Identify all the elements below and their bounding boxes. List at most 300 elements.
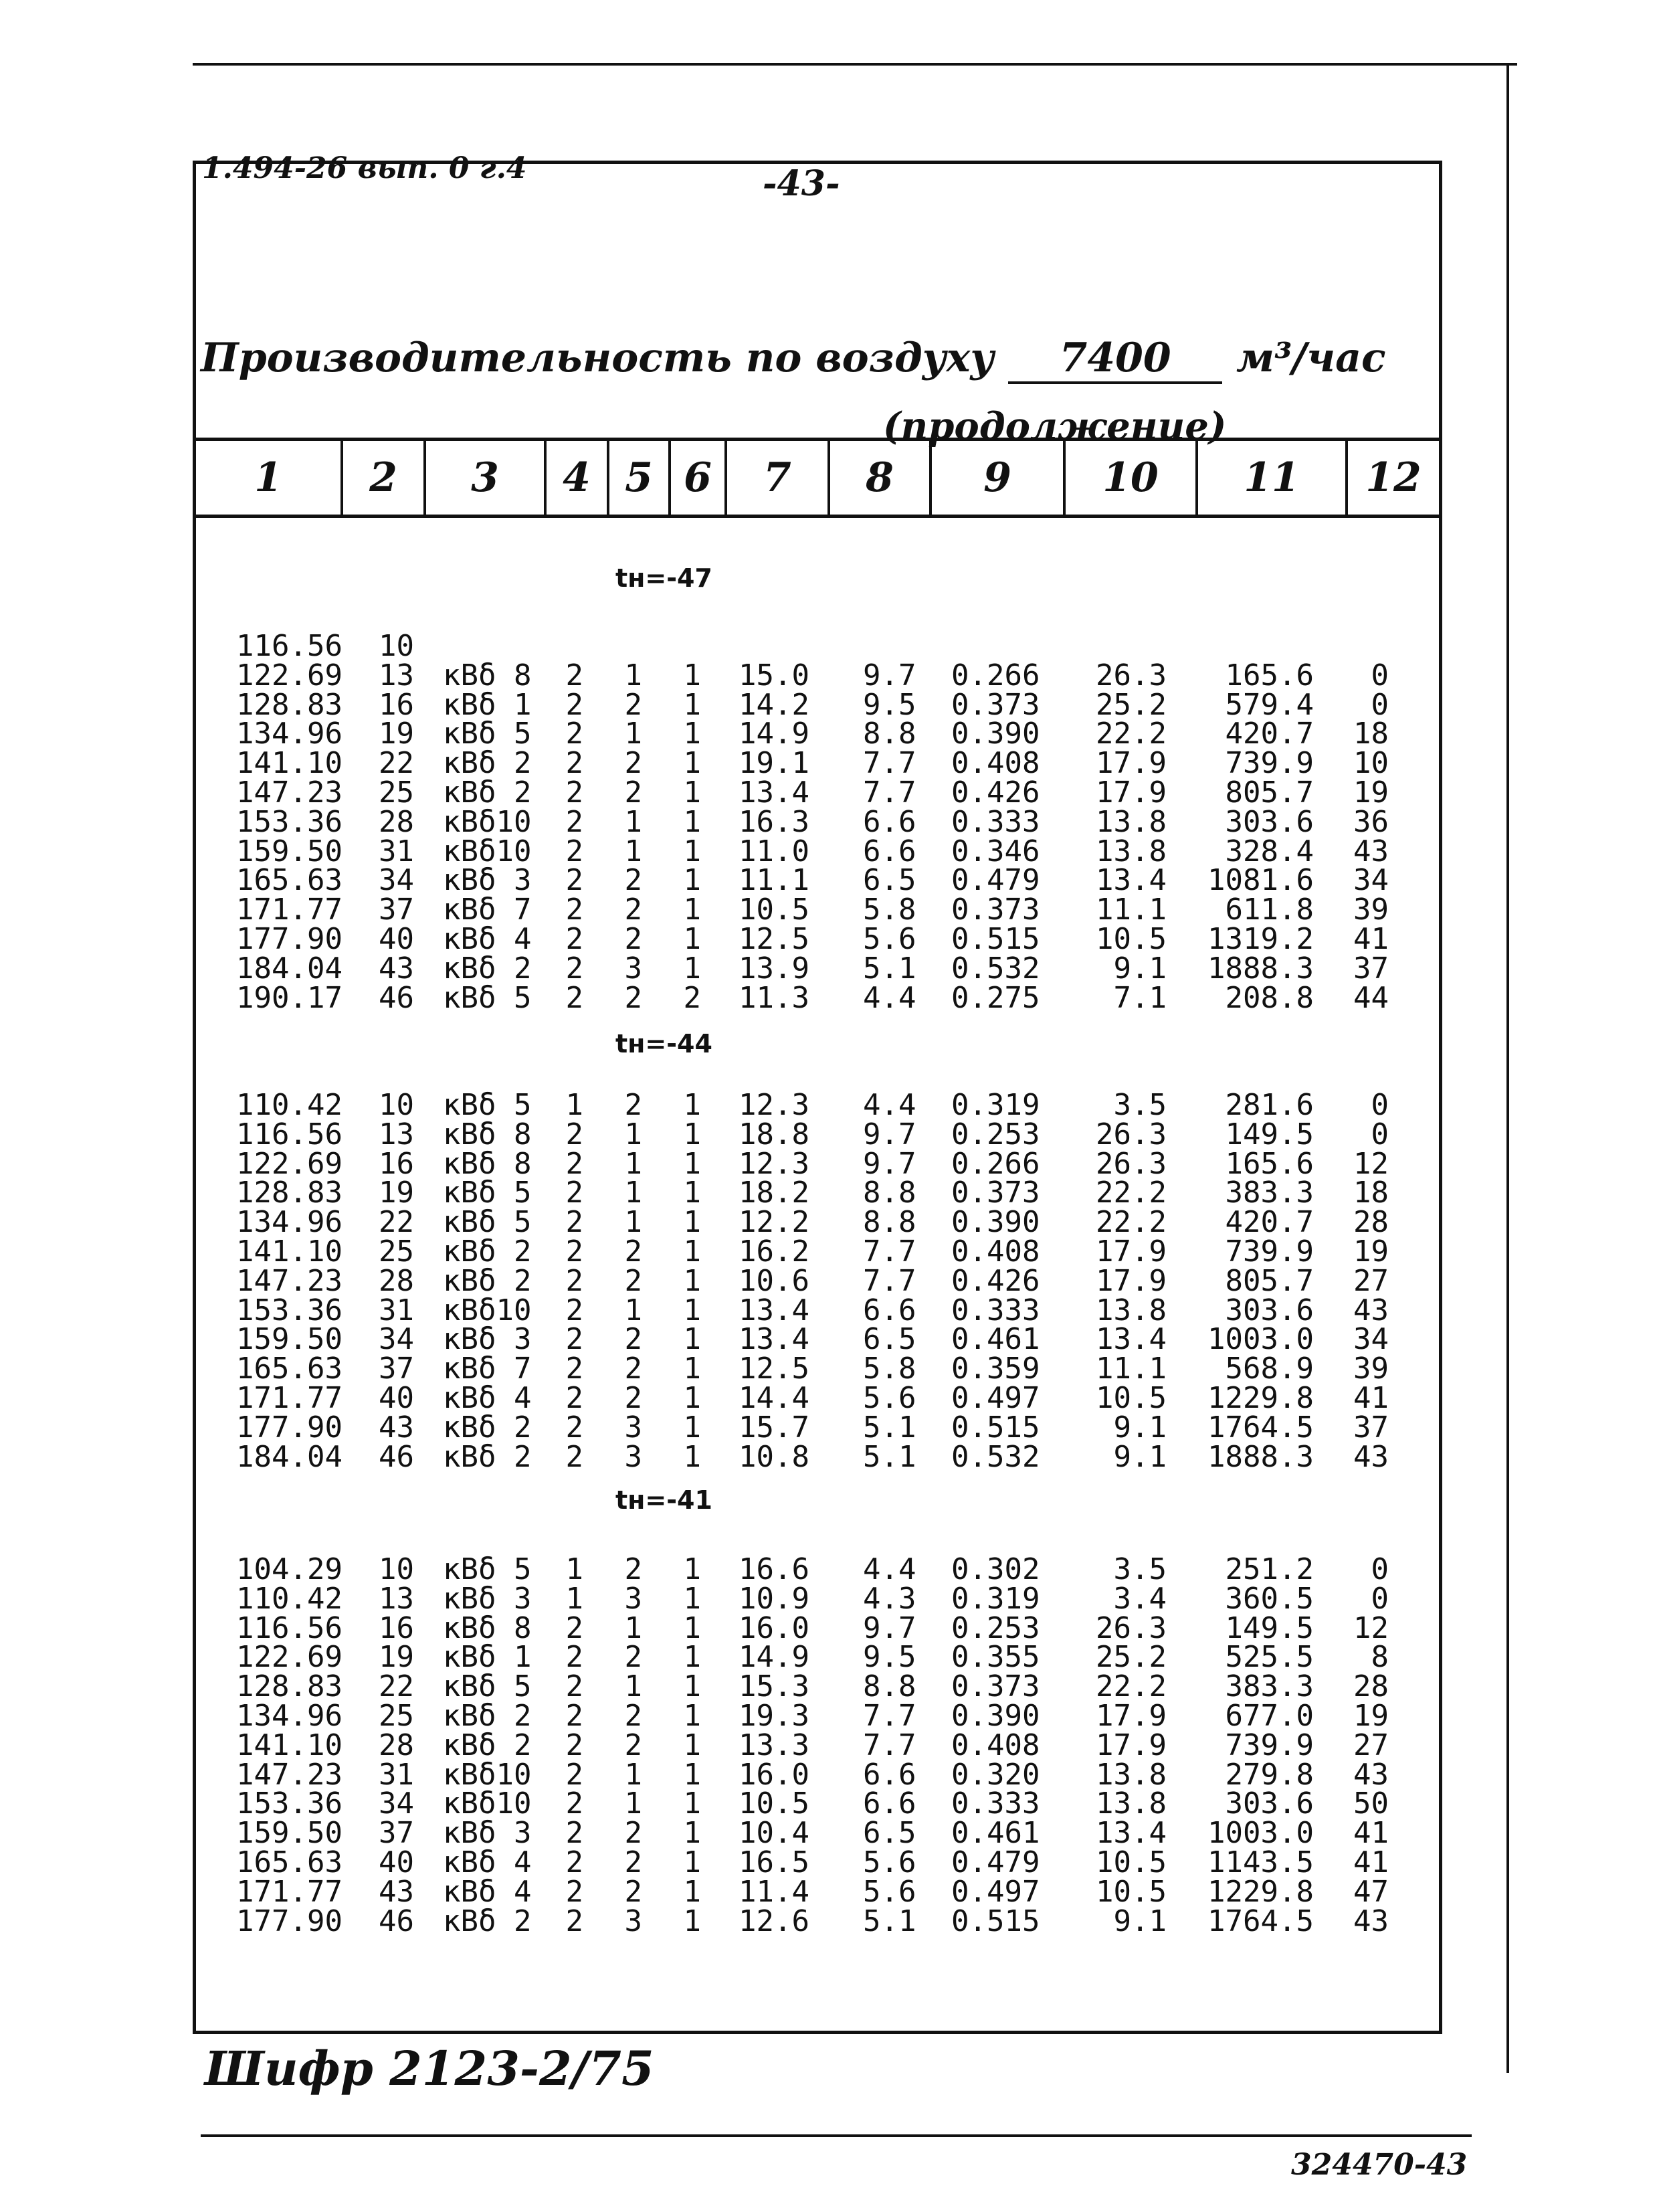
table-cell-col-5: 2: [624, 1381, 642, 1415]
table-cell-col-6: 1: [683, 1205, 701, 1240]
table-cell-col-3: кВδ 2: [443, 1904, 532, 1938]
table-cell-col-5: 1: [624, 1293, 642, 1327]
table-cell-col-9: 0.333: [951, 1786, 1040, 1821]
table-cell-col-1: 116.56: [236, 1117, 343, 1151]
table-cell-col-8: 5.8: [863, 1352, 916, 1386]
table-cell-col-8: 5.6: [863, 1874, 916, 1909]
table-cell-col-9: 0.461: [951, 1816, 1040, 1851]
table-cell-col-5: 2: [624, 775, 642, 810]
table-cell-col-2: 10: [379, 629, 414, 663]
table-cell-col-9: 0.319: [951, 1088, 1040, 1122]
table-cell-col-6: 1: [683, 775, 701, 810]
table-cell-col-4: 2: [565, 775, 583, 810]
table-cell-col-2: 25: [379, 775, 414, 810]
table-cell-col-11: 303.6: [1225, 1293, 1314, 1327]
table-cell-col-3: кВδ 5: [443, 1552, 532, 1586]
table-cell-col-4: 1: [565, 1088, 583, 1122]
table-cell-col-12: 39: [1353, 1352, 1389, 1386]
table-row: [0, 980, 1659, 1015]
table-cell-col-9: 0.302: [951, 1552, 1040, 1586]
table-cell-col-4: 2: [565, 834, 583, 868]
table-cell-col-6: 1: [683, 1904, 701, 1938]
table-cell-col-10: 10.5: [1096, 922, 1167, 956]
table-cell-col-8: 9.5: [863, 687, 916, 722]
table-cell-col-1: 153.36: [236, 1293, 343, 1327]
table-cell-col-8: 6.6: [863, 1757, 916, 1792]
table-cell-col-7: 11.0: [739, 834, 809, 868]
table-cell-col-6: 1: [683, 1699, 701, 1733]
table-cell-col-2: 22: [379, 1205, 414, 1240]
table-cell-col-7: 10.8: [739, 1439, 809, 1474]
table-row: [0, 1263, 1659, 1298]
table-cell-col-1: 165.63: [236, 1845, 343, 1879]
table-cell-col-11: 208.8: [1225, 980, 1314, 1015]
table-cell-col-6: 1: [683, 1640, 701, 1675]
table-cell-col-10: 26.3: [1096, 658, 1167, 693]
table-cell-col-6: 1: [683, 1757, 701, 1792]
table-row: [0, 804, 1659, 839]
table-cell-col-5: 2: [624, 980, 642, 1015]
table-cell-col-10: 25.2: [1096, 1640, 1167, 1675]
table-cell-col-1: 147.23: [236, 1757, 343, 1792]
table-cell-col-10: 9.1: [1113, 951, 1167, 986]
table-cell-col-4: 2: [565, 1610, 583, 1645]
table-cell-col-12: 28: [1353, 1669, 1389, 1704]
table-row: [0, 1088, 1659, 1122]
table-row: [0, 922, 1659, 956]
table-cell-col-12: 19: [1353, 1699, 1389, 1733]
table-cell-col-10: 7.1: [1113, 980, 1167, 1015]
table-cell-col-11: 579.4: [1225, 687, 1314, 722]
table-cell-col-8: 8.8: [863, 717, 916, 751]
table-row: [0, 1322, 1659, 1357]
table-cell-col-2: 10: [379, 1088, 414, 1122]
table-cell-col-10: 3.4: [1113, 1581, 1167, 1616]
table-cell-col-6: 1: [683, 1263, 701, 1298]
table-cell-col-7: 10.9: [739, 1581, 809, 1616]
table-cell-col-3: кВδ 1: [443, 687, 532, 722]
table-cell-col-2: 40: [379, 1381, 414, 1415]
table-row: [0, 1439, 1659, 1474]
table-cell-col-3: кВδ 1: [443, 1640, 532, 1675]
table-cell-col-6: 1: [683, 1816, 701, 1851]
table-cell-col-8: 8.8: [863, 1669, 916, 1704]
table-cell-col-5: 1: [624, 1757, 642, 1792]
table-cell-col-12: 39: [1353, 893, 1389, 927]
table-cell-col-8: 8.8: [863, 1176, 916, 1210]
table-cell-col-11: 611.8: [1225, 893, 1314, 927]
table-cell-col-9: 0.479: [951, 1845, 1040, 1879]
table-cell-col-12: 34: [1353, 863, 1389, 898]
table-cell-col-3: кВδ 5: [443, 1205, 532, 1240]
table-cell-col-1: 110.42: [236, 1088, 343, 1122]
table-cell-col-10: 13.8: [1096, 1293, 1167, 1327]
table-cell-col-6: 1: [683, 1293, 701, 1327]
table-cell-col-8: 7.7: [863, 1263, 916, 1298]
table-cell-col-1: 159.50: [236, 1816, 343, 1851]
column-header-8: 8: [830, 441, 932, 515]
table-cell-col-8: 4.4: [863, 980, 916, 1015]
table-cell-col-7: 13.9: [739, 951, 809, 986]
table-cell-col-5: 1: [624, 717, 642, 751]
table-cell-col-5: 1: [624, 834, 642, 868]
table-cell-col-3: кВδ10: [443, 834, 532, 868]
table-cell-col-9: 0.426: [951, 775, 1040, 810]
table-cell-col-9: 0.320: [951, 1757, 1040, 1792]
table-cell-col-11: 360.5: [1225, 1581, 1314, 1616]
table-cell-col-2: 16: [379, 687, 414, 722]
table-cell-col-5: 2: [624, 893, 642, 927]
table-cell-col-1: 128.83: [236, 1669, 343, 1704]
table-cell-col-7: 18.2: [739, 1176, 809, 1210]
table-cell-col-12: 0: [1371, 1088, 1389, 1122]
table-cell-col-3: кВδ 2: [443, 775, 532, 810]
table-cell-col-3: кВδ 3: [443, 1322, 532, 1357]
section-title: tн=-47: [615, 563, 712, 593]
table-cell-col-5: 3: [624, 1439, 642, 1474]
table-row: [0, 746, 1659, 781]
table-cell-col-3: кВδ 5: [443, 980, 532, 1015]
table-cell-col-9: 0.319: [951, 1581, 1040, 1616]
table-cell-col-10: 9.1: [1113, 1439, 1167, 1474]
table-cell-col-10: 11.1: [1096, 893, 1167, 927]
table-cell-col-9: 0.532: [951, 1439, 1040, 1474]
table-cell-col-4: 2: [565, 1816, 583, 1851]
table-cell-col-8: 6.5: [863, 1816, 916, 1851]
table-cell-col-10: 13.4: [1096, 1322, 1167, 1357]
column-header-7: 7: [727, 441, 830, 515]
table-cell-col-12: 18: [1353, 1176, 1389, 1210]
table-cell-col-2: 31: [379, 1293, 414, 1327]
table-cell-col-11: 1003.0: [1207, 1816, 1314, 1851]
column-header-12: 12: [1365, 454, 1422, 501]
table-cell-col-4: 2: [565, 687, 583, 722]
table-cell-col-4: 2: [565, 1352, 583, 1386]
table-cell-col-6: 1: [683, 922, 701, 956]
table-cell-col-1: 190.17: [236, 980, 343, 1015]
table-cell-col-6: 1: [683, 834, 701, 868]
table-cell-col-9: 0.253: [951, 1610, 1040, 1645]
table-row: [0, 1640, 1659, 1675]
table-cell-col-10: 22.2: [1096, 1176, 1167, 1210]
table-cell-col-5: 2: [624, 687, 642, 722]
table-cell-col-3: кВδ 3: [443, 863, 532, 898]
table-cell-col-1: 171.77: [236, 1381, 343, 1415]
table-cell-col-1: 122.69: [236, 1146, 343, 1181]
table-cell-col-7: 16.5: [739, 1845, 809, 1879]
table-cell-col-7: 19.1: [739, 746, 809, 781]
table-cell-col-2: 31: [379, 834, 414, 868]
table-cell-col-1: 128.83: [236, 687, 343, 722]
table-cell-col-9: 0.515: [951, 1410, 1040, 1445]
table-cell-col-1: 165.63: [236, 1352, 343, 1386]
table-cell-col-2: 28: [379, 1263, 414, 1298]
table-cell-col-10: 3.5: [1113, 1088, 1167, 1122]
table-cell-col-6: 1: [683, 1439, 701, 1474]
table-row: [0, 1669, 1659, 1704]
table-row: [0, 1816, 1659, 1851]
table-cell-col-5: 2: [624, 863, 642, 898]
table-cell-col-5: 1: [624, 658, 642, 693]
column-header-2: 2: [343, 441, 426, 515]
table-cell-col-11: 805.7: [1225, 775, 1314, 810]
table-cell-col-12: 0: [1371, 1117, 1389, 1151]
table-cell-col-10: 26.3: [1096, 1610, 1167, 1645]
table-cell-col-10: 13.8: [1096, 1786, 1167, 1821]
table-cell-col-11: 568.9: [1225, 1352, 1314, 1386]
table-cell-col-4: 2: [565, 1410, 583, 1445]
table-cell-col-9: 0.497: [951, 1381, 1040, 1415]
table-cell-col-1: 159.50: [236, 1322, 343, 1357]
table-cell-col-9: 0.497: [951, 1874, 1040, 1909]
table-cell-col-6: 1: [683, 687, 701, 722]
table-cell-col-6: 1: [683, 893, 701, 927]
table-cell-col-11: 1888.3: [1207, 951, 1314, 986]
table-cell-col-11: 328.4: [1225, 834, 1314, 868]
table-row: [0, 1728, 1659, 1762]
inventory-stamp: 324470-43: [1291, 2148, 1468, 2182]
table-cell-col-5: 2: [624, 1263, 642, 1298]
table-cell-col-12: 0: [1371, 1581, 1389, 1616]
table-cell-col-8: 8.8: [863, 1205, 916, 1240]
table-cell-col-8: 5.1: [863, 1410, 916, 1445]
table-cell-col-4: 2: [565, 922, 583, 956]
table-row: [0, 1699, 1659, 1733]
table-cell-col-1: 104.29: [236, 1552, 343, 1586]
table-cell-col-8: 6.6: [863, 804, 916, 839]
table-cell-col-9: 0.253: [951, 1117, 1040, 1151]
table-cell-col-5: 3: [624, 1410, 642, 1445]
table-row: [0, 1410, 1659, 1445]
table-row: [0, 1581, 1659, 1616]
table-cell-col-2: 13: [379, 658, 414, 693]
table-cell-col-10: 17.9: [1096, 775, 1167, 810]
column-header-10: 10: [1066, 441, 1198, 515]
table-cell-col-3: кВδ 8: [443, 1610, 532, 1645]
table-cell-col-6: 1: [683, 1352, 701, 1386]
table-cell-col-11: 739.9: [1225, 1728, 1314, 1762]
table-row: [0, 1234, 1659, 1269]
table-cell-col-2: 28: [379, 804, 414, 839]
table-cell-col-7: 10.5: [739, 893, 809, 927]
table-cell-col-2: 37: [379, 1816, 414, 1851]
table-cell-col-9: 0.359: [951, 1352, 1040, 1386]
table-cell-col-12: 12: [1353, 1146, 1389, 1181]
table-cell-col-9: 0.373: [951, 1669, 1040, 1704]
document-reference: 1.494-26 вып. 0 г.4: [202, 151, 527, 185]
table-cell-col-8: 5.6: [863, 1845, 916, 1879]
table-cell-col-12: 36: [1353, 804, 1389, 839]
table-cell-col-7: 11.3: [739, 980, 809, 1015]
table-cell-col-11: 383.3: [1225, 1669, 1314, 1704]
table-cell-col-1: 134.96: [236, 1205, 343, 1240]
section-title: tн=-44: [615, 1029, 712, 1058]
table-cell-col-7: 18.8: [739, 1117, 809, 1151]
table-cell-col-3: кВδ 2: [443, 1728, 532, 1762]
table-cell-col-12: 0: [1371, 1552, 1389, 1586]
table-cell-col-2: 19: [379, 1640, 414, 1675]
table-cell-col-1: 177.90: [236, 1904, 343, 1938]
table-cell-col-12: 44: [1353, 980, 1389, 1015]
table-cell-col-8: 7.7: [863, 775, 916, 810]
table-cell-col-9: 0.390: [951, 717, 1040, 751]
table-cell-col-10: 22.2: [1096, 1205, 1167, 1240]
table-cell-col-8: 5.6: [863, 922, 916, 956]
table-cell-col-12: 41: [1353, 1845, 1389, 1879]
table-cell-col-11: 251.2: [1225, 1552, 1314, 1586]
table-cell-col-7: 14.4: [739, 1381, 809, 1415]
table-cell-col-9: 0.408: [951, 1728, 1040, 1762]
table-cell-col-9: 0.426: [951, 1263, 1040, 1298]
table-cell-col-7: 16.2: [739, 1234, 809, 1269]
table-cell-col-11: 149.5: [1225, 1610, 1314, 1645]
table-cell-col-8: 6.6: [863, 834, 916, 868]
table-cell-col-10: 26.3: [1096, 1146, 1167, 1181]
table-cell-col-12: 12: [1353, 1610, 1389, 1645]
table-cell-col-12: 27: [1353, 1728, 1389, 1762]
table-cell-col-4: 2: [565, 1322, 583, 1357]
table-cell-col-7: 11.4: [739, 1874, 809, 1909]
table-cell-col-1: 147.23: [236, 775, 343, 810]
table-cell-col-9: 0.373: [951, 687, 1040, 722]
table-row: [0, 1293, 1659, 1327]
table-cell-col-10: 9.1: [1113, 1410, 1167, 1445]
table-cell-col-6: 1: [683, 1088, 701, 1122]
table-cell-col-9: 0.373: [951, 1176, 1040, 1210]
table-cell-col-10: 10.5: [1096, 1845, 1167, 1879]
table-cell-col-1: 147.23: [236, 1263, 343, 1298]
table-cell-col-11: 1764.5: [1207, 1410, 1314, 1445]
table-cell-col-1: 171.77: [236, 1874, 343, 1909]
table-cell-col-5: 1: [624, 1146, 642, 1181]
table-cell-col-8: 9.7: [863, 1146, 916, 1181]
table-cell-col-4: 2: [565, 1640, 583, 1675]
table-cell-col-3: кВδ 4: [443, 1874, 532, 1909]
table-cell-col-4: 2: [565, 746, 583, 781]
table-cell-col-3: кВδ 3: [443, 1581, 532, 1616]
table-cell-col-2: 43: [379, 951, 414, 986]
table-cell-col-5: 2: [624, 1352, 642, 1386]
table-cell-col-1: 134.96: [236, 717, 343, 751]
table-cell-col-10: 11.1: [1096, 1352, 1167, 1386]
column-header-1: 1: [196, 441, 343, 515]
table-cell-col-8: 7.7: [863, 1699, 916, 1733]
table-cell-col-4: 2: [565, 1381, 583, 1415]
table-cell-col-6: 1: [683, 658, 701, 693]
table-cell-col-2: 10: [379, 1552, 414, 1586]
table-cell-col-3: кВδ10: [443, 1757, 532, 1792]
column-header-11: 11: [1198, 441, 1348, 515]
table-cell-col-6: 1: [683, 1117, 701, 1151]
table-cell-col-7: 14.2: [739, 687, 809, 722]
table-cell-col-1: 134.96: [236, 1699, 343, 1733]
table-cell-col-12: 43: [1353, 1757, 1389, 1792]
table-cell-col-10: 17.9: [1096, 1234, 1167, 1269]
table-cell-col-11: 1888.3: [1207, 1439, 1314, 1474]
table-cell-col-11: 383.3: [1225, 1176, 1314, 1210]
table-cell-col-6: 1: [683, 1552, 701, 1586]
table-cell-col-1: 122.69: [236, 658, 343, 693]
table-cell-col-11: 279.8: [1225, 1757, 1314, 1792]
table-cell-col-11: 739.9: [1225, 746, 1314, 781]
table-cell-col-4: 2: [565, 1757, 583, 1792]
table-cell-col-5: 1: [624, 1610, 642, 1645]
table-cell-col-2: 40: [379, 922, 414, 956]
table-cell-col-4: 2: [565, 1874, 583, 1909]
table-cell-col-8: 9.5: [863, 1640, 916, 1675]
table-cell-col-3: кВδ 7: [443, 893, 532, 927]
table-cell-col-5: 1: [624, 1117, 642, 1151]
table-cell-col-10: 9.1: [1113, 1904, 1167, 1938]
table-cell-col-4: 1: [565, 1581, 583, 1616]
column-header-9: 9: [932, 441, 1066, 515]
table-cell-col-1: 116.56: [236, 1610, 343, 1645]
table-cell-col-3: кВδ 5: [443, 1669, 532, 1704]
table-cell-col-12: 28: [1353, 1205, 1389, 1240]
table-cell-col-7: 16.6: [739, 1552, 809, 1586]
table-cell-col-2: 22: [379, 1669, 414, 1704]
table-cell-col-1: 110.42: [236, 1581, 343, 1616]
table-cell-col-9: 0.373: [951, 893, 1040, 927]
table-cell-col-1: 184.04: [236, 951, 343, 986]
table-cell-col-3: кВδ10: [443, 1786, 532, 1821]
table-cell-col-7: 12.3: [739, 1088, 809, 1122]
table-cell-col-7: 16.0: [739, 1757, 809, 1792]
table-cell-col-11: 420.7: [1225, 717, 1314, 751]
table-cell-col-5: 2: [624, 1234, 642, 1269]
table-cell-col-4: 2: [565, 1669, 583, 1704]
table-row: [0, 1610, 1659, 1645]
table-cell-col-4: 2: [565, 1205, 583, 1240]
table-cell-col-6: 1: [683, 1669, 701, 1704]
table-row: [0, 863, 1659, 898]
table-cell-col-8: 6.5: [863, 1322, 916, 1357]
table-cell-col-10: 13.4: [1096, 863, 1167, 898]
table-cell-col-10: 10.5: [1096, 1874, 1167, 1909]
table-cell-col-9: 0.275: [951, 980, 1040, 1015]
table-cell-col-7: 13.4: [739, 775, 809, 810]
table-cell-col-8: 7.7: [863, 746, 916, 781]
table-cell-col-12: 47: [1353, 1874, 1389, 1909]
table-cell-col-2: 34: [379, 1786, 414, 1821]
table-cell-col-3: кВδ 8: [443, 658, 532, 693]
section-title: tн=-41: [615, 1485, 712, 1515]
table-cell-col-3: кВδ 8: [443, 1117, 532, 1151]
table-cell-col-9: 0.266: [951, 658, 1040, 693]
table-cell-col-4: 2: [565, 1699, 583, 1733]
table-cell-col-6: 1: [683, 804, 701, 839]
table-cell-col-3: кВδ 2: [443, 951, 532, 986]
table-cell-col-2: 28: [379, 1728, 414, 1762]
table-row: [0, 893, 1659, 927]
table-cell-col-9: 0.461: [951, 1322, 1040, 1357]
table-cell-col-2: 31: [379, 1757, 414, 1792]
table-row: [0, 1146, 1659, 1181]
table-cell-col-8: 5.8: [863, 893, 916, 927]
table-cell-col-11: 1229.8: [1207, 1381, 1314, 1415]
table-row: [0, 1352, 1659, 1386]
table-cell-col-6: 1: [683, 1381, 701, 1415]
table-cell-col-5: 1: [624, 804, 642, 839]
table-cell-col-6: 1: [683, 717, 701, 751]
table-cell-col-9: 0.333: [951, 1293, 1040, 1327]
table-cell-col-12: 43: [1353, 834, 1389, 868]
table-cell-col-11: 805.7: [1225, 1263, 1314, 1298]
table-cell-col-5: 2: [624, 1816, 642, 1851]
table-cell-col-12: 41: [1353, 922, 1389, 956]
table-cell-col-2: 46: [379, 1439, 414, 1474]
table-cell-col-7: 15.0: [739, 658, 809, 693]
